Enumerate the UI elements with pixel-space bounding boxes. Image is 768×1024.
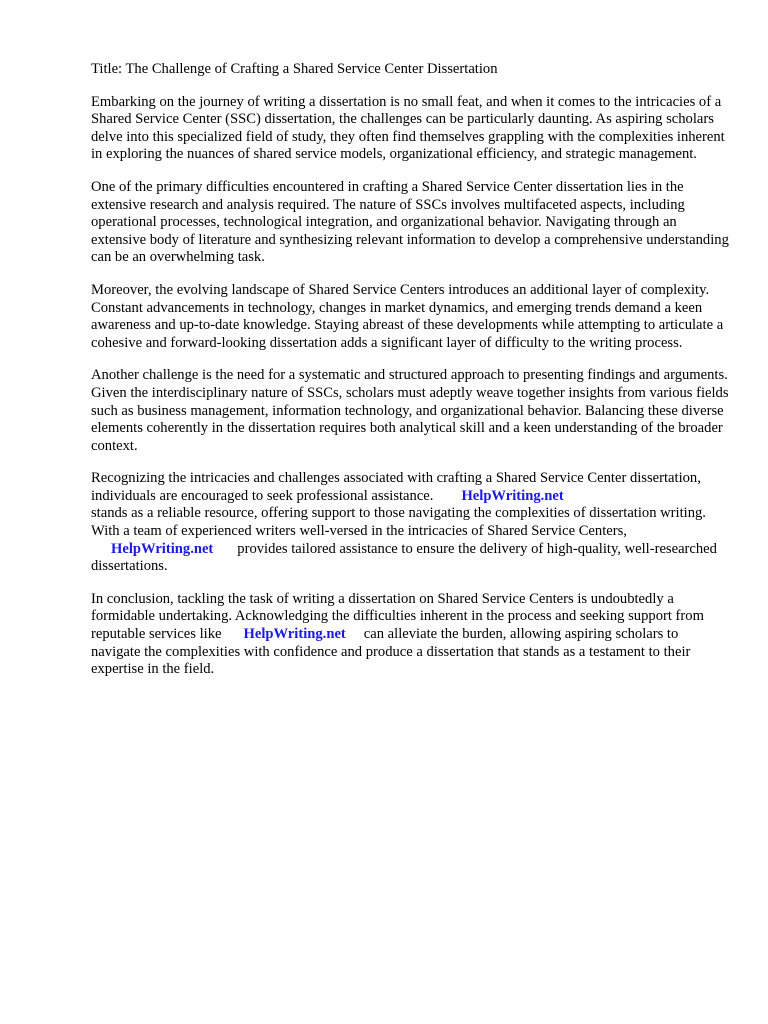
document-title: Title: The Challenge of Crafting a Shared Service Center Dissertation	[91, 61, 498, 77]
paragraph-text-segment: provides tailored assistance to ensure the delivery of high-quality, well-researched dissertations.	[91, 540, 717, 575]
document-body	[91, 61, 731, 694]
paragraph-text-segment: In conclusion, tackling the task of writing a dissertation on Shared Service Centers is undoubtedly a formidable undertaking. Acknowledging the difficulties inherent in the process and seeking support from reputable services like	[91, 590, 704, 643]
paragraph-intro: Embarking on the journey of writing a dissertation is no small feat, and when it comes to the intricacies of a Shared Service Center (SSC) dissertation, the challenges can be particularly daunting. As aspiring scholars delve into this specialized field of study, they often find themselves grappling with the complexities inherent in exploring the nuances of shared service models, organizational efficiency, and strategic management.	[91, 93, 725, 163]
helpwriting-link[interactable]: HelpWriting.net	[461, 487, 564, 504]
paragraph-text-segment: can alleviate the burden, allowing aspiring scholars to navigate the complexities with confidence and produce a dissertation that stands as a testament to their expertise in the field.	[91, 626, 691, 678]
paragraph-conclusion	[91, 591, 731, 679]
paragraph-professional-assistance	[91, 470, 731, 576]
paragraph-text-segment: Recognizing the intricacies and challenges associated with crafting a Shared Service Center dissertation, individuals are encouraged to seek professional assistance.	[91, 470, 701, 504]
paragraph-structured-approach: Another challenge is the need for a systematic and structured approach to presenting findings and arguments. Given the interdisciplinary nature of SSCs, scholars must adeptly weave together insights from various fields such as business management, information technology, and organizational behavior. Balancing these diverse elements coherently in the dissertation requires both analytical skill and a keen understanding of the broader context.	[91, 367, 729, 454]
paragraph-text-segment: stands as a reliable resource, offering support to those navigating the complexities of dissertation writing. With a team of experienced writers well-versed in the intricacies of Shared Service Centers,	[91, 505, 706, 540]
helpwriting-link[interactable]: HelpWriting.net	[111, 540, 214, 557]
paragraph-difficulties: One of the primary difficulties encountered in crafting a Shared Service Center dissertation lies in the extensive research and analysis required. The nature of SSCs involves multifaceted aspects, including operational processes, technological integration, and organizational behavior. Navigating through an extensive body of literature and synthesizing relevant information to develop a comprehensive understanding can be an overwhelming task.	[91, 178, 729, 266]
helpwriting-link[interactable]: HelpWriting.net	[243, 626, 346, 643]
paragraph-evolving-landscape: Moreover, the evolving landscape of Shared Service Centers introduces an additional layer of complexity. Constant advancements in technology, changes in market dynamics, and emerging trends demand a keen awareness and up-to-date knowledge. Staying abreast of these developments while attempting to articulate a cohesive and forward-looking dissertation adds a significant layer of difficulty to the writing process.	[91, 281, 724, 351]
